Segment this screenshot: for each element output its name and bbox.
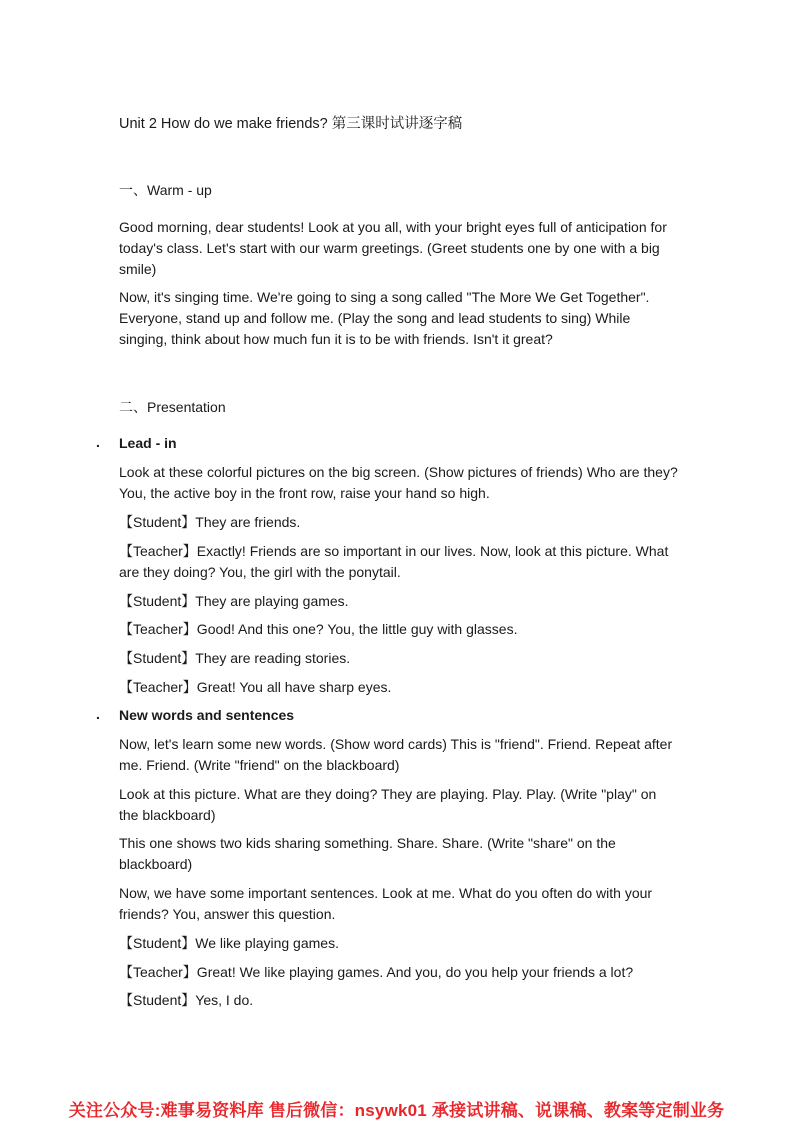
dialogue-line: 【Teacher】Good! And this one? You, the little guy with glasses.: [119, 621, 518, 637]
paragraph: This one shows two kids sharing something. Share. Share. (Write "share" on the blackboard): [119, 835, 616, 872]
bullet-title-new-words: New words and sentences: [119, 707, 295, 723]
paragraph: Now, we have some important sentences. Look at me. What do you often do with your friends? You, answer this question.: [119, 885, 653, 922]
paragraph: Now, let's learn some new words. (Show word cards) This is "friend". Friend. Repeat after me. Friend. (Write "friend" on the blackboard): [119, 736, 673, 773]
document-title: Unit 2 How do we make friends? 第三课时试讲逐字稿: [119, 116, 463, 132]
dialogue-line: 【Student】They are playing games.: [119, 593, 349, 609]
dialogue-line: 【Student】They are friends.: [119, 514, 301, 530]
section-heading-warm-up: 一、Warm - up: [119, 182, 212, 198]
dialogue-line: 【Teacher】Exactly! Friends are so important in our lives. Now, look at this picture. What are they doing? You, the girl with the ponytail.: [119, 543, 669, 580]
bullet-title-lead-in: Lead - in: [119, 435, 177, 451]
dialogue-line: 【Teacher】Great! We like playing games. And you, do you help your friends a lot?: [119, 964, 634, 980]
dialogue-line: 【Student】Yes, I do.: [119, 992, 254, 1008]
paragraph: Look at this picture. What are they doing? They are playing. Play. Play. (Write "play" on the blackboard): [119, 786, 657, 823]
dialogue-line: 【Teacher】Great! You all have sharp eyes.: [119, 679, 392, 695]
section-heading-presentation: 二、Presentation: [119, 399, 226, 415]
dialogue-line: 【Student】They are reading stories.: [119, 650, 351, 666]
paragraph: Good morning, dear students! Look at you all, with your bright eyes full of anticipation for today's class. Let's start with our warm greetings. (Greet students one by one with a big smile): [119, 219, 667, 277]
bullet-marker: .: [96, 706, 100, 722]
bullet-marker: .: [96, 434, 100, 450]
paragraph: Look at these colorful pictures on the big screen. (Show pictures of friends) Who are they? You, the active boy in the front row, raise your hand so high.: [119, 464, 678, 501]
paragraph: Now, it's singing time. We're going to sing a song called "The More We Get Together". Everyone, stand up and follow me. (Play the song and lead students to sing) While singing, think about how much fun it is to be with friends. Isn't it great?: [119, 289, 650, 347]
footer-banner: 关注公众号:难事易资料库 售后微信：nsywk01 承接试讲稿、说课稿、教案等定制业务: [68, 1101, 725, 1120]
dialogue-line: 【Student】We like playing games.: [119, 935, 339, 951]
